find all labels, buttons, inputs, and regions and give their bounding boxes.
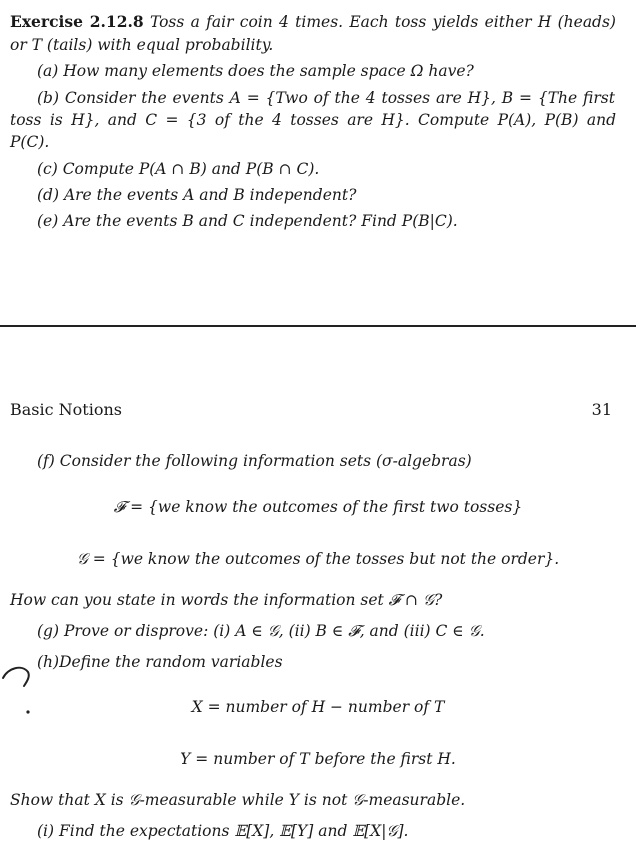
- sigma-algebra-G: 𝒢 = {we know the outcomes of the tosses but not the order}.: [76, 550, 560, 568]
- part-b-line-2: toss is H}, and C = {3 of the 4 tosses are H}. Compute P(A), P(B) and: [10, 111, 616, 129]
- part-b-line-3: P(C).: [10, 133, 50, 151]
- exercise-intro-line-2: or T (tails) with equal probability.: [10, 36, 274, 54]
- part-i: (i) Find the expectations 𝔼[X], 𝔼[Y] and 𝔼[X|𝒢].: [37, 822, 409, 840]
- exercise-label: Exercise 2.12.8: [10, 12, 144, 31]
- exercise-intro-line-1: [10, 12, 616, 32]
- page-divider: [0, 325, 636, 327]
- exercise-intro-text: Toss a fair coin 4 times. Each toss yields either H (heads): [149, 13, 616, 31]
- part-f-question: How can you state in words the information set 𝓕 ∩ 𝒢?: [10, 591, 443, 609]
- part-c: (c) Compute P(A ∩ B) and P(B ∩ C).: [37, 160, 320, 178]
- part-d: (d) Are the events A and B independent?: [37, 186, 357, 204]
- part-h-show: Show that X is 𝒢-measurable while Y is not 𝒢-measurable.: [10, 791, 466, 809]
- page-number: 31: [591, 400, 612, 419]
- variable-Y: Y = number of T before the first H.: [180, 750, 456, 768]
- part-a: (a) How many elements does the sample space Ω have?: [37, 62, 474, 80]
- sigma-algebra-F: 𝓕 = {we know the outcomes of the first two tosses}: [113, 498, 523, 516]
- part-h: (h)Define the random variables: [37, 653, 283, 671]
- part-g: (g) Prove or disprove: (i) A ∈ 𝒢, (ii) B ∈ 𝓕, and (iii) C ∈ 𝒢.: [37, 622, 485, 640]
- part-b-line-1: (b) Consider the events A = {Two of the 4 tosses are H}, B = {The first: [37, 89, 615, 107]
- part-e: (e) Are the events B and C independent? Find P(B|C).: [37, 212, 458, 230]
- variable-X: X = number of H − number of T: [191, 698, 445, 716]
- part-f: (f) Consider the following information sets (σ-algebras): [37, 452, 472, 470]
- section-header: Basic Notions: [10, 400, 122, 419]
